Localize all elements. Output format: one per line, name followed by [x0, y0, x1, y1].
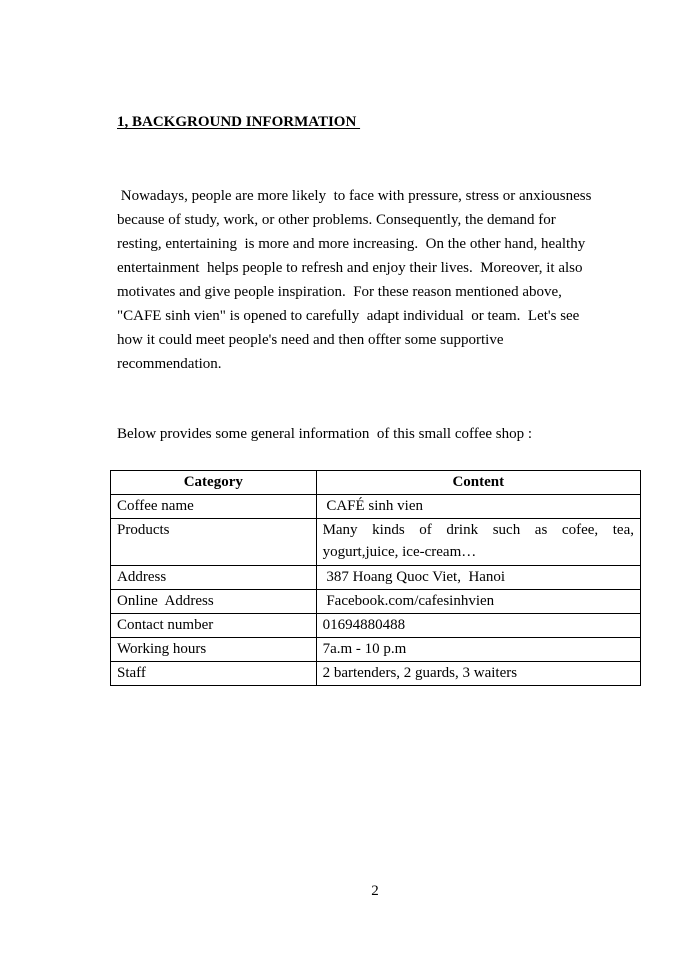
table-row [111, 638, 641, 662]
paragraph-line: how it could meet people's need and then offter some supportive [117, 332, 504, 348]
section-heading: 1, BACKGROUND INFORMATION [117, 114, 361, 130]
row-category: Online Address [111, 590, 317, 614]
table-row [111, 566, 641, 590]
table-header-row [111, 471, 641, 495]
products-line-1: Many kinds of drink such as cofee, tea, [322, 522, 634, 538]
paragraph-line: recommendation. [117, 356, 222, 372]
paragraph-line: because of study, work, or other problems. Consequently, the demand for [117, 212, 556, 228]
row-content: 2 bartenders, 2 guards, 3 waiters [316, 662, 640, 686]
row-content: CAFÉ sinh vien [316, 495, 640, 519]
page-number: 2 [371, 883, 379, 899]
row-content: 01694880488 [316, 614, 640, 638]
paragraph-line: motivates and give people inspiration. For these reason mentioned above, [117, 284, 562, 300]
table-intro: Below provides some general information of this small coffee shop : [117, 426, 533, 442]
header-content: Content [316, 471, 640, 495]
row-category: Contact number [111, 614, 317, 638]
table-row [111, 590, 641, 614]
row-content: 387 Hoang Quoc Viet, Hanoi [316, 566, 640, 590]
paragraph-line: resting, entertaining is more and more increasing. On the other hand, healthy [117, 236, 586, 252]
paragraph-line: "CAFE sinh vien" is opened to carefully adapt individual or team. Let's see [117, 308, 580, 324]
table-row [111, 662, 641, 686]
row-category: Address [111, 566, 317, 590]
paragraph-line: Nowadays, people are more likely to face with pressure, stress or anxiousness [117, 188, 592, 204]
header-category: Category [111, 471, 317, 495]
info-table [110, 470, 641, 686]
products-line-2: yogurt,juice, ice-cream… [322, 544, 477, 560]
table-row [111, 519, 641, 566]
row-content [316, 519, 640, 566]
table-row [111, 614, 641, 638]
row-category: Working hours [111, 638, 317, 662]
table-row [111, 495, 641, 519]
row-content: 7a.m - 10 p.m [316, 638, 640, 662]
row-content: Facebook.com/cafesinhvien [316, 590, 640, 614]
row-category: Staff [111, 662, 317, 686]
row-category: Products [111, 519, 317, 566]
background-paragraph [117, 184, 657, 376]
row-category: Coffee name [111, 495, 317, 519]
paragraph-line: entertainment helps people to refresh and enjoy their lives. Moreover, it also [117, 260, 583, 276]
